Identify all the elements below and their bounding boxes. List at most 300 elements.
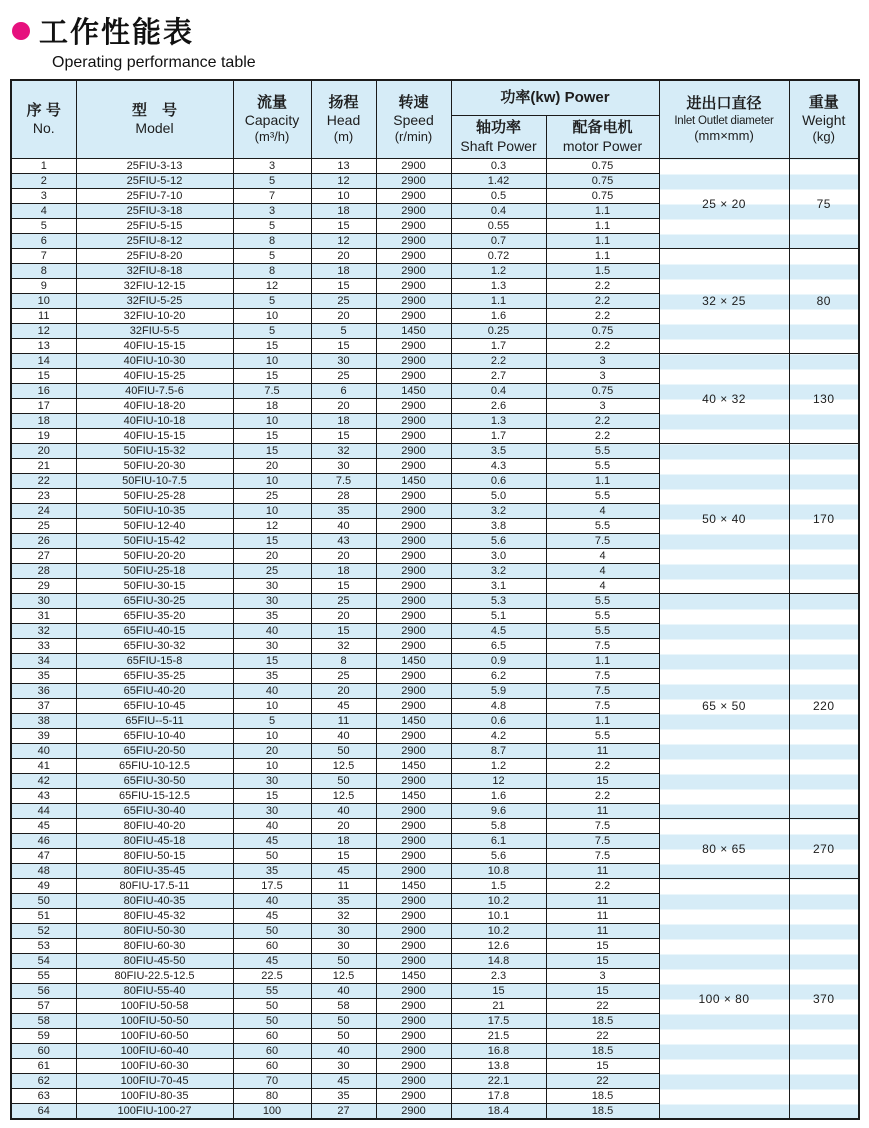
speed-cell: 2900: [376, 954, 451, 969]
head-cell: 40: [311, 729, 376, 744]
no-cell: 4: [11, 204, 76, 219]
capacity-cell: 15: [233, 789, 311, 804]
no-cell: 63: [11, 1089, 76, 1104]
table-row: [11, 879, 859, 894]
model-cell: 50FIU-20-30: [76, 459, 233, 474]
motor-power-cell: 1.1: [546, 654, 659, 669]
shaft-power-cell: 9.6: [451, 804, 546, 819]
model-cell: 100FIU-60-30: [76, 1059, 233, 1074]
model-cell: 50FIU-15-42: [76, 534, 233, 549]
no-cell: 6: [11, 234, 76, 249]
shaft-power-cell: 1.5: [451, 879, 546, 894]
motor-power-cell: 22: [546, 999, 659, 1014]
shaft-power-cell: 3.2: [451, 564, 546, 579]
diameter-cell: 65 × 50: [659, 594, 789, 819]
capacity-cell: 40: [233, 684, 311, 699]
capacity-cell: 25: [233, 564, 311, 579]
speed-cell: 2900: [376, 1074, 451, 1089]
model-cell: 65FIU-10-45: [76, 699, 233, 714]
model-cell: 65FIU--5-11: [76, 714, 233, 729]
capacity-cell: 50: [233, 1014, 311, 1029]
motor-power-cell: 1.1: [546, 204, 659, 219]
head-cell: 11: [311, 879, 376, 894]
capacity-cell: 10: [233, 729, 311, 744]
head-cell: 30: [311, 1059, 376, 1074]
no-cell: 40: [11, 744, 76, 759]
diameter-cell: 40 × 32: [659, 354, 789, 444]
motor-power-cell: 5.5: [546, 609, 659, 624]
capacity-cell: 15: [233, 444, 311, 459]
motor-power-cell: 11: [546, 924, 659, 939]
motor-power-cell: 0.75: [546, 324, 659, 339]
shaft-power-cell: 5.6: [451, 849, 546, 864]
capacity-cell: 5: [233, 714, 311, 729]
model-cell: 100FIU-50-58: [76, 999, 233, 1014]
capacity-cell: 25: [233, 489, 311, 504]
model-cell: 65FIU-35-25: [76, 669, 233, 684]
capacity-cell: 18: [233, 399, 311, 414]
shaft-power-cell: 0.6: [451, 714, 546, 729]
model-cell: 65FIU-10-40: [76, 729, 233, 744]
model-cell: 50FIU-30-15: [76, 579, 233, 594]
speed-cell: 2900: [376, 294, 451, 309]
capacity-cell: 60: [233, 939, 311, 954]
model-cell: 50FIU-10-7.5: [76, 474, 233, 489]
shaft-power-cell: 5.9: [451, 684, 546, 699]
speed-cell: 1450: [376, 654, 451, 669]
table-row: [11, 249, 859, 264]
motor-power-cell: 1.1: [546, 234, 659, 249]
head-cell: 40: [311, 984, 376, 999]
speed-cell: 2900: [376, 939, 451, 954]
no-cell: 56: [11, 984, 76, 999]
speed-cell: 2900: [376, 1014, 451, 1029]
shaft-power-cell: 13.8: [451, 1059, 546, 1074]
model-cell: 25FIU-3-18: [76, 204, 233, 219]
model-cell: 80FIU-17.5-11: [76, 879, 233, 894]
speed-cell: 2900: [376, 204, 451, 219]
capacity-cell: 30: [233, 594, 311, 609]
motor-power-cell: 7.5: [546, 534, 659, 549]
shaft-power-cell: 1.3: [451, 414, 546, 429]
no-cell: 53: [11, 939, 76, 954]
shaft-power-cell: 6.5: [451, 639, 546, 654]
capacity-cell: 15: [233, 429, 311, 444]
motor-power-cell: 1.5: [546, 264, 659, 279]
capacity-cell: 30: [233, 804, 311, 819]
model-cell: 25FIU-8-12: [76, 234, 233, 249]
capacity-cell: 20: [233, 744, 311, 759]
capacity-cell: 50: [233, 924, 311, 939]
motor-power-cell: 5.5: [546, 624, 659, 639]
no-cell: 10: [11, 294, 76, 309]
shaft-power-cell: 1.2: [451, 759, 546, 774]
motor-power-cell: 15: [546, 774, 659, 789]
motor-power-cell: 7.5: [546, 849, 659, 864]
no-cell: 13: [11, 339, 76, 354]
motor-power-cell: 2.2: [546, 879, 659, 894]
model-cell: 25FIU-5-12: [76, 174, 233, 189]
model-cell: 80FIU-45-32: [76, 909, 233, 924]
speed-cell: 2900: [376, 564, 451, 579]
weight-cell: 270: [789, 819, 859, 879]
table-row: [11, 354, 859, 369]
capacity-cell: 10: [233, 309, 311, 324]
shaft-power-cell: 6.2: [451, 669, 546, 684]
head-cell: 30: [311, 939, 376, 954]
capacity-cell: 20: [233, 459, 311, 474]
header-power-group: 功率(kw) Power: [451, 80, 659, 116]
no-cell: 7: [11, 249, 76, 264]
header-weight: 重量 Weight (kg): [789, 80, 859, 159]
speed-cell: 2900: [376, 669, 451, 684]
no-cell: 45: [11, 819, 76, 834]
diameter-cell: 50 × 40: [659, 444, 789, 594]
head-cell: 25: [311, 369, 376, 384]
motor-power-cell: 1.1: [546, 714, 659, 729]
model-cell: 80FIU-45-50: [76, 954, 233, 969]
model-cell: 40FIU-15-15: [76, 339, 233, 354]
head-cell: 12: [311, 234, 376, 249]
motor-power-cell: 22: [546, 1074, 659, 1089]
head-cell: 40: [311, 804, 376, 819]
head-cell: 18: [311, 564, 376, 579]
model-cell: 40FIU-10-18: [76, 414, 233, 429]
shaft-power-cell: 2.7: [451, 369, 546, 384]
head-cell: 12.5: [311, 789, 376, 804]
model-cell: 25FIU-8-20: [76, 249, 233, 264]
shaft-power-cell: 17.5: [451, 1014, 546, 1029]
head-cell: 12: [311, 174, 376, 189]
shaft-power-cell: 1.2: [451, 264, 546, 279]
model-cell: 40FIU-10-30: [76, 354, 233, 369]
shaft-power-cell: 4.2: [451, 729, 546, 744]
speed-cell: 2900: [376, 459, 451, 474]
model-cell: 50FIU-10-35: [76, 504, 233, 519]
capacity-cell: 15: [233, 534, 311, 549]
motor-power-cell: 18.5: [546, 1089, 659, 1104]
model-cell: 32FIU-12-15: [76, 279, 233, 294]
motor-power-cell: 2.2: [546, 789, 659, 804]
shaft-power-cell: 3.8: [451, 519, 546, 534]
speed-cell: 2900: [376, 1089, 451, 1104]
shaft-power-cell: 2.6: [451, 399, 546, 414]
motor-power-cell: 1.1: [546, 219, 659, 234]
model-cell: 100FIU-80-35: [76, 1089, 233, 1104]
motor-power-cell: 22: [546, 1029, 659, 1044]
capacity-cell: 30: [233, 579, 311, 594]
head-cell: 40: [311, 1044, 376, 1059]
capacity-cell: 60: [233, 1059, 311, 1074]
head-cell: 32: [311, 444, 376, 459]
speed-cell: 2900: [376, 174, 451, 189]
speed-cell: 2900: [376, 339, 451, 354]
motor-power-cell: 7.5: [546, 639, 659, 654]
no-cell: 31: [11, 609, 76, 624]
capacity-cell: 10: [233, 759, 311, 774]
speed-cell: 1450: [376, 474, 451, 489]
diameter-cell: 100 × 80: [659, 879, 789, 1120]
capacity-cell: 15: [233, 369, 311, 384]
no-cell: 28: [11, 564, 76, 579]
head-cell: 35: [311, 504, 376, 519]
model-cell: 100FIU-50-50: [76, 1014, 233, 1029]
shaft-power-cell: 1.7: [451, 339, 546, 354]
header-head: 扬程 Head (m): [311, 80, 376, 159]
motor-power-cell: 0.75: [546, 174, 659, 189]
speed-cell: 2900: [376, 579, 451, 594]
motor-power-cell: 3: [546, 369, 659, 384]
no-cell: 62: [11, 1074, 76, 1089]
motor-power-cell: 5.5: [546, 444, 659, 459]
shaft-power-cell: 3.0: [451, 549, 546, 564]
shaft-power-cell: 0.9: [451, 654, 546, 669]
shaft-power-cell: 5.6: [451, 534, 546, 549]
model-cell: 100FIU-70-45: [76, 1074, 233, 1089]
no-cell: 25: [11, 519, 76, 534]
speed-cell: 2900: [376, 639, 451, 654]
head-cell: 20: [311, 684, 376, 699]
no-cell: 35: [11, 669, 76, 684]
shaft-power-cell: 1.3: [451, 279, 546, 294]
weight-cell: 370: [789, 879, 859, 1120]
model-cell: 25FIU-7-10: [76, 189, 233, 204]
head-cell: 6: [311, 384, 376, 399]
shaft-power-cell: 17.8: [451, 1089, 546, 1104]
shaft-power-cell: 22.1: [451, 1074, 546, 1089]
speed-cell: 2900: [376, 894, 451, 909]
shaft-power-cell: 10.8: [451, 864, 546, 879]
shaft-power-cell: 1.6: [451, 309, 546, 324]
no-cell: 34: [11, 654, 76, 669]
head-cell: 28: [311, 489, 376, 504]
no-cell: 36: [11, 684, 76, 699]
head-cell: 58: [311, 999, 376, 1014]
head-cell: 43: [311, 534, 376, 549]
no-cell: 46: [11, 834, 76, 849]
speed-cell: 2900: [376, 1029, 451, 1044]
capacity-cell: 12: [233, 519, 311, 534]
capacity-cell: 60: [233, 1044, 311, 1059]
shaft-power-cell: 1.7: [451, 429, 546, 444]
speed-cell: 2900: [376, 219, 451, 234]
motor-power-cell: 5.5: [546, 594, 659, 609]
speed-cell: 2900: [376, 849, 451, 864]
no-cell: 1: [11, 159, 76, 174]
shaft-power-cell: 3.5: [451, 444, 546, 459]
motor-power-cell: 18.5: [546, 1014, 659, 1029]
motor-power-cell: 4: [546, 504, 659, 519]
model-cell: 50FIU-15-32: [76, 444, 233, 459]
speed-cell: 2900: [376, 519, 451, 534]
motor-power-cell: 4: [546, 564, 659, 579]
capacity-cell: 45: [233, 954, 311, 969]
no-cell: 48: [11, 864, 76, 879]
no-cell: 16: [11, 384, 76, 399]
motor-power-cell: 1.1: [546, 474, 659, 489]
shaft-power-cell: 0.25: [451, 324, 546, 339]
no-cell: 30: [11, 594, 76, 609]
head-cell: 27: [311, 1104, 376, 1120]
capacity-cell: 17.5: [233, 879, 311, 894]
capacity-cell: 30: [233, 774, 311, 789]
shaft-power-cell: 0.6: [451, 474, 546, 489]
model-cell: 25FIU-5-15: [76, 219, 233, 234]
capacity-cell: 40: [233, 624, 311, 639]
head-cell: 40: [311, 519, 376, 534]
speed-cell: 2900: [376, 864, 451, 879]
speed-cell: 2900: [376, 414, 451, 429]
motor-power-cell: 7.5: [546, 834, 659, 849]
shaft-power-cell: 16.8: [451, 1044, 546, 1059]
model-cell: 80FIU-50-30: [76, 924, 233, 939]
shaft-power-cell: 0.3: [451, 159, 546, 174]
no-cell: 32: [11, 624, 76, 639]
head-cell: 20: [311, 309, 376, 324]
motor-power-cell: 0.75: [546, 384, 659, 399]
no-cell: 3: [11, 189, 76, 204]
speed-cell: 1450: [376, 384, 451, 399]
head-cell: 20: [311, 819, 376, 834]
shaft-power-cell: 1.6: [451, 789, 546, 804]
head-cell: 20: [311, 609, 376, 624]
model-cell: 50FIU-12-40: [76, 519, 233, 534]
head-cell: 11: [311, 714, 376, 729]
no-cell: 64: [11, 1104, 76, 1120]
weight-cell: 130: [789, 354, 859, 444]
speed-cell: 1450: [376, 969, 451, 984]
table-row: [11, 159, 859, 174]
header-capacity: 流量 Capacity (m³/h): [233, 80, 311, 159]
capacity-cell: 10: [233, 414, 311, 429]
speed-cell: 2900: [376, 309, 451, 324]
page-title-zh: 工作性能表: [39, 17, 195, 49]
speed-cell: 2900: [376, 594, 451, 609]
speed-cell: 2900: [376, 984, 451, 999]
model-cell: 80FIU-55-40: [76, 984, 233, 999]
motor-power-cell: 2.2: [546, 759, 659, 774]
capacity-cell: 55: [233, 984, 311, 999]
speed-cell: 2900: [376, 429, 451, 444]
weight-cell: 80: [789, 249, 859, 354]
model-cell: 65FIU-40-15: [76, 624, 233, 639]
model-cell: 40FIU-15-25: [76, 369, 233, 384]
motor-power-cell: 4: [546, 579, 659, 594]
motor-power-cell: 11: [546, 804, 659, 819]
no-cell: 17: [11, 399, 76, 414]
capacity-cell: 22.5: [233, 969, 311, 984]
no-cell: 47: [11, 849, 76, 864]
head-cell: 5: [311, 324, 376, 339]
diameter-cell: 80 × 65: [659, 819, 789, 879]
shaft-power-cell: 10.1: [451, 909, 546, 924]
speed-cell: 2900: [376, 819, 451, 834]
motor-power-cell: 11: [546, 909, 659, 924]
no-cell: 51: [11, 909, 76, 924]
shaft-power-cell: 10.2: [451, 924, 546, 939]
motor-power-cell: 15: [546, 984, 659, 999]
shaft-power-cell: 4.5: [451, 624, 546, 639]
model-cell: 50FIU-25-28: [76, 489, 233, 504]
model-cell: 100FIU-60-40: [76, 1044, 233, 1059]
motor-power-cell: 2.2: [546, 294, 659, 309]
weight-cell: 75: [789, 159, 859, 249]
capacity-cell: 35: [233, 864, 311, 879]
shaft-power-cell: 3.2: [451, 504, 546, 519]
no-cell: 42: [11, 774, 76, 789]
weight-cell: 170: [789, 444, 859, 594]
shaft-power-cell: 21.5: [451, 1029, 546, 1044]
motor-power-cell: 1.1: [546, 249, 659, 264]
speed-cell: 2900: [376, 264, 451, 279]
speed-cell: 2900: [376, 279, 451, 294]
speed-cell: 2900: [376, 399, 451, 414]
motor-power-cell: 2.2: [546, 279, 659, 294]
no-cell: 22: [11, 474, 76, 489]
no-cell: 50: [11, 894, 76, 909]
motor-power-cell: 3: [546, 969, 659, 984]
model-cell: 32FIU-8-18: [76, 264, 233, 279]
speed-cell: 2900: [376, 534, 451, 549]
shaft-power-cell: 10.2: [451, 894, 546, 909]
no-cell: 55: [11, 969, 76, 984]
no-cell: 39: [11, 729, 76, 744]
motor-power-cell: 7.5: [546, 699, 659, 714]
shaft-power-cell: 0.72: [451, 249, 546, 264]
capacity-cell: 20: [233, 549, 311, 564]
no-cell: 26: [11, 534, 76, 549]
shaft-power-cell: 1.42: [451, 174, 546, 189]
head-cell: 50: [311, 1014, 376, 1029]
model-cell: 32FIU-5-25: [76, 294, 233, 309]
capacity-cell: 3: [233, 159, 311, 174]
motor-power-cell: 7.5: [546, 684, 659, 699]
performance-table: [10, 79, 860, 1120]
motor-power-cell: 3: [546, 354, 659, 369]
capacity-cell: 10: [233, 354, 311, 369]
no-cell: 38: [11, 714, 76, 729]
capacity-cell: 45: [233, 909, 311, 924]
model-cell: 80FIU-40-35: [76, 894, 233, 909]
motor-power-cell: 15: [546, 939, 659, 954]
head-cell: 32: [311, 639, 376, 654]
speed-cell: 1450: [376, 789, 451, 804]
capacity-cell: 35: [233, 669, 311, 684]
shaft-power-cell: 0.4: [451, 204, 546, 219]
shaft-power-cell: 2.3: [451, 969, 546, 984]
model-cell: 80FIU-45-18: [76, 834, 233, 849]
shaft-power-cell: 0.7: [451, 234, 546, 249]
model-cell: 65FIU-10-12.5: [76, 759, 233, 774]
speed-cell: 2900: [376, 369, 451, 384]
shaft-power-cell: 15: [451, 984, 546, 999]
no-cell: 2: [11, 174, 76, 189]
shaft-power-cell: 1.1: [451, 294, 546, 309]
model-cell: 32FIU-5-5: [76, 324, 233, 339]
head-cell: 50: [311, 774, 376, 789]
motor-power-cell: 11: [546, 744, 659, 759]
weight-cell: 220: [789, 594, 859, 819]
capacity-cell: 60: [233, 1029, 311, 1044]
no-cell: 11: [11, 309, 76, 324]
speed-cell: 2900: [376, 804, 451, 819]
model-cell: 32FIU-10-20: [76, 309, 233, 324]
motor-power-cell: 2.2: [546, 339, 659, 354]
model-cell: 40FIU-15-15: [76, 429, 233, 444]
head-cell: 18: [311, 414, 376, 429]
capacity-cell: 100: [233, 1104, 311, 1120]
speed-cell: 1450: [376, 759, 451, 774]
